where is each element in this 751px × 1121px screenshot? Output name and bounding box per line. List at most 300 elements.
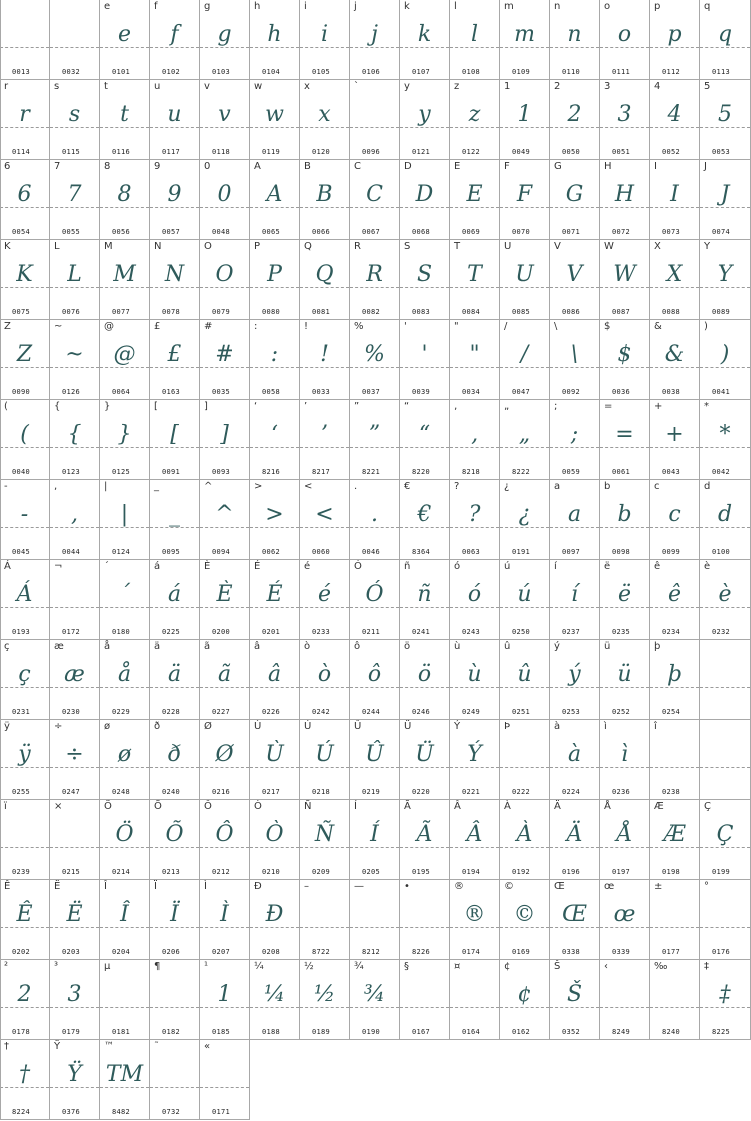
glyph-cell[interactable] <box>350 800 400 880</box>
glyph-cell[interactable] <box>600 800 650 880</box>
glyph-cell-label: æ <box>54 641 64 652</box>
glyph-cell[interactable] <box>250 80 300 160</box>
glyph-cell[interactable] <box>250 800 300 880</box>
baseline-divider <box>100 1007 149 1008</box>
glyph-cell[interactable] <box>50 880 100 960</box>
glyph-preview: Q <box>315 262 334 287</box>
glyph-preview: b <box>617 502 632 527</box>
glyph-code: 0201 <box>262 628 281 636</box>
glyph-cell[interactable] <box>150 560 200 640</box>
glyph-cell[interactable] <box>600 960 650 1040</box>
glyph-cell[interactable] <box>300 320 350 400</box>
glyph-cell[interactable] <box>700 160 751 240</box>
glyph-cell[interactable] <box>50 720 100 800</box>
glyph-cell-label: Â <box>454 801 461 812</box>
glyph-cell[interactable] <box>650 0 700 80</box>
glyph-cell[interactable] <box>100 880 150 960</box>
glyph-cell[interactable] <box>0 240 50 320</box>
glyph-cell[interactable] <box>150 1040 200 1120</box>
glyph-preview: G <box>565 182 584 207</box>
glyph-cell[interactable] <box>500 720 550 800</box>
glyph-cell[interactable] <box>650 720 700 800</box>
glyph-cell[interactable] <box>250 0 300 80</box>
glyph-cell[interactable] <box>150 880 200 960</box>
glyph-cell[interactable] <box>300 560 350 640</box>
glyph-code: 0236 <box>612 788 631 796</box>
glyph-cell-label: { <box>54 401 61 412</box>
glyph-cell[interactable] <box>450 960 500 1040</box>
glyph-cell[interactable] <box>150 320 200 400</box>
glyph-cell[interactable] <box>500 0 550 80</box>
glyph-code: 0220 <box>412 788 431 796</box>
glyph-code: 0255 <box>12 788 31 796</box>
glyph-code: 0234 <box>662 628 681 636</box>
glyph-cell[interactable] <box>100 720 150 800</box>
glyph-cell[interactable] <box>300 640 350 720</box>
glyph-cell[interactable] <box>100 560 150 640</box>
glyph-cell-label: Ñ <box>304 801 312 812</box>
glyph-cell[interactable] <box>350 960 400 1040</box>
glyph-cell[interactable] <box>300 480 350 560</box>
glyph-cell[interactable] <box>400 800 450 880</box>
glyph-cell[interactable] <box>700 640 751 720</box>
glyph-cell[interactable] <box>500 160 550 240</box>
glyph-cell[interactable] <box>350 400 400 480</box>
glyph-cell-label: 4 <box>654 81 661 92</box>
glyph-cell[interactable] <box>50 320 100 400</box>
glyph-cell-label: É <box>254 561 261 572</box>
glyph-preview: C <box>366 182 383 207</box>
glyph-code: 0069 <box>462 228 481 236</box>
glyph-cell[interactable] <box>450 320 500 400</box>
glyph-cell[interactable] <box>100 960 150 1040</box>
glyph-cell[interactable] <box>250 160 300 240</box>
glyph-cell[interactable] <box>200 320 250 400</box>
glyph-cell[interactable] <box>0 160 50 240</box>
glyph-cell-label: > <box>254 481 263 492</box>
glyph-cell[interactable] <box>650 160 700 240</box>
glyph-cell[interactable] <box>450 400 500 480</box>
glyph-cell[interactable] <box>350 240 400 320</box>
glyph-preview: 1 <box>217 982 232 1007</box>
glyph-cell[interactable] <box>350 80 400 160</box>
glyph-cell[interactable] <box>0 400 50 480</box>
glyph-preview: | <box>120 502 129 527</box>
glyph-cell[interactable] <box>150 480 200 560</box>
glyph-cell[interactable] <box>600 240 650 320</box>
glyph-cell[interactable] <box>50 560 100 640</box>
glyph-cell[interactable] <box>0 80 50 160</box>
glyph-preview: : <box>270 342 279 367</box>
glyph-cell[interactable] <box>650 240 700 320</box>
glyph-cell[interactable] <box>450 160 500 240</box>
glyph-cell-label: r <box>4 81 9 92</box>
glyph-preview: ÿ <box>18 742 31 767</box>
glyph-cell[interactable] <box>550 640 600 720</box>
glyph-preview: æ <box>64 662 85 687</box>
glyph-cell[interactable] <box>550 560 600 640</box>
glyph-cell[interactable] <box>600 720 650 800</box>
glyph-cell[interactable] <box>200 80 250 160</box>
glyph-cell[interactable] <box>100 240 150 320</box>
glyph-cell[interactable] <box>700 240 751 320</box>
glyph-cell[interactable] <box>150 400 200 480</box>
glyph-cell[interactable] <box>650 800 700 880</box>
glyph-cell-label: @ <box>104 321 114 332</box>
glyph-cell[interactable] <box>300 800 350 880</box>
glyph-preview: { <box>67 422 82 447</box>
glyph-cell[interactable] <box>550 240 600 320</box>
glyph-cell[interactable] <box>650 400 700 480</box>
glyph-cell[interactable] <box>50 400 100 480</box>
glyph-cell[interactable] <box>500 80 550 160</box>
glyph-preview: . <box>371 502 378 527</box>
glyph-cell-label: À <box>504 801 511 812</box>
glyph-cell[interactable] <box>250 880 300 960</box>
glyph-cell[interactable] <box>600 880 650 960</box>
baseline-divider <box>600 1007 649 1008</box>
glyph-cell[interactable] <box>150 80 200 160</box>
glyph-cell[interactable] <box>150 240 200 320</box>
glyph-cell[interactable] <box>250 640 300 720</box>
glyph-cell[interactable] <box>700 480 751 560</box>
glyph-cell[interactable] <box>250 240 300 320</box>
glyph-cell[interactable] <box>50 240 100 320</box>
glyph-preview: s <box>68 102 81 127</box>
glyph-cell-label: Õ <box>154 801 162 812</box>
glyph-cell[interactable] <box>200 480 250 560</box>
glyph-preview: 8 <box>117 182 132 207</box>
glyph-cell[interactable] <box>350 720 400 800</box>
glyph-code: 0212 <box>212 868 231 876</box>
glyph-preview: ¢ <box>517 982 532 1007</box>
glyph-cell[interactable] <box>550 320 600 400</box>
glyph-cell[interactable] <box>700 0 751 80</box>
glyph-code: 0732 <box>162 1108 181 1116</box>
glyph-code: 0048 <box>212 228 231 236</box>
glyph-cell[interactable] <box>500 400 550 480</box>
glyph-cell[interactable] <box>50 80 100 160</box>
glyph-code: 0235 <box>612 628 631 636</box>
glyph-code: 0208 <box>262 948 281 956</box>
glyph-cell[interactable] <box>0 320 50 400</box>
glyph-cell[interactable] <box>450 0 500 80</box>
glyph-cell[interactable] <box>700 560 751 640</box>
glyph-cell[interactable] <box>700 880 751 960</box>
glyph-cell[interactable] <box>600 640 650 720</box>
glyph-cell[interactable] <box>450 560 500 640</box>
glyph-code: 0209 <box>312 868 331 876</box>
glyph-code: 0071 <box>562 228 581 236</box>
glyph-cell[interactable] <box>250 320 300 400</box>
glyph-cell[interactable] <box>200 960 250 1040</box>
glyph-cell[interactable] <box>100 0 150 80</box>
glyph-cell[interactable] <box>550 800 600 880</box>
glyph-cell[interactable] <box>600 80 650 160</box>
glyph-cell[interactable] <box>50 640 100 720</box>
glyph-cell[interactable] <box>300 240 350 320</box>
glyph-code: 0043 <box>662 468 681 476</box>
glyph-cell[interactable] <box>50 160 100 240</box>
glyph-cell[interactable] <box>550 960 600 1040</box>
glyph-cell[interactable] <box>400 160 450 240</box>
glyph-code: 0067 <box>362 228 381 236</box>
glyph-cell[interactable] <box>400 480 450 560</box>
glyph-preview: ‡ <box>719 982 731 1007</box>
glyph-cell[interactable] <box>200 560 250 640</box>
glyph-cell[interactable] <box>600 400 650 480</box>
glyph-cell[interactable] <box>250 560 300 640</box>
glyph-cell[interactable] <box>250 480 300 560</box>
glyph-preview: r <box>19 102 30 127</box>
glyph-code: 0095 <box>162 548 181 556</box>
glyph-code: 8217 <box>312 468 331 476</box>
glyph-cell[interactable] <box>450 80 500 160</box>
glyph-cell[interactable] <box>400 880 450 960</box>
glyph-preview: = <box>615 422 634 447</box>
glyph-cell[interactable] <box>200 0 250 80</box>
glyph-cell[interactable] <box>200 640 250 720</box>
glyph-cell-label: • <box>404 881 410 892</box>
glyph-cell[interactable] <box>100 1040 150 1120</box>
glyph-cell[interactable] <box>700 80 751 160</box>
glyph-cell[interactable] <box>200 240 250 320</box>
glyph-preview: y <box>418 102 431 127</box>
glyph-cell[interactable] <box>550 720 600 800</box>
glyph-cell[interactable] <box>0 880 50 960</box>
glyph-cell[interactable] <box>400 960 450 1040</box>
glyph-cell[interactable] <box>500 480 550 560</box>
glyph-cell[interactable] <box>150 960 200 1040</box>
glyph-cell-label: , <box>54 481 58 492</box>
baseline-divider <box>400 1007 449 1008</box>
glyph-cell[interactable] <box>300 880 350 960</box>
glyph-cell[interactable] <box>0 0 50 80</box>
glyph-cell[interactable] <box>0 480 50 560</box>
glyph-cell[interactable] <box>150 720 200 800</box>
glyph-cell[interactable] <box>350 0 400 80</box>
glyph-preview: ) <box>720 342 730 367</box>
glyph-cell[interactable] <box>300 80 350 160</box>
glyph-preview: á <box>167 582 182 607</box>
glyph-cell[interactable] <box>300 400 350 480</box>
glyph-cell[interactable] <box>700 320 751 400</box>
glyph-preview: Õ <box>165 822 184 847</box>
glyph-cell[interactable] <box>700 400 751 480</box>
glyph-cell[interactable] <box>500 560 550 640</box>
glyph-cell[interactable] <box>550 160 600 240</box>
glyph-cell[interactable] <box>650 960 700 1040</box>
glyph-cell[interactable] <box>50 0 100 80</box>
glyph-cell[interactable] <box>350 480 400 560</box>
glyph-cell-label: ° <box>704 881 709 892</box>
glyph-cell[interactable] <box>500 320 550 400</box>
glyph-cell-label: U <box>504 241 512 252</box>
glyph-preview: Ô <box>215 822 234 847</box>
glyph-cell[interactable] <box>0 1040 50 1120</box>
glyph-code: 0192 <box>512 868 531 876</box>
glyph-cell[interactable] <box>0 720 50 800</box>
baseline-divider <box>50 847 99 848</box>
glyph-cell[interactable] <box>350 320 400 400</box>
glyph-cell[interactable] <box>350 640 400 720</box>
glyph-cell[interactable] <box>300 960 350 1040</box>
glyph-preview: d <box>717 502 733 527</box>
glyph-cell[interactable] <box>700 800 751 880</box>
glyph-cell-label: O <box>204 241 212 252</box>
glyph-cell[interactable] <box>200 800 250 880</box>
glyph-preview: Ú <box>315 742 334 767</box>
glyph-preview: Ò <box>265 822 284 847</box>
glyph-cell-label: m <box>504 1 514 12</box>
glyph-cell-label: Ö <box>104 801 112 812</box>
glyph-cell[interactable] <box>500 240 550 320</box>
glyph-code: 0228 <box>162 708 181 716</box>
glyph-cell[interactable] <box>100 400 150 480</box>
glyph-cell-label: 5 <box>704 81 711 92</box>
glyph-cell[interactable] <box>450 720 500 800</box>
glyph-cell[interactable] <box>400 560 450 640</box>
glyph-code: 0338 <box>562 948 581 956</box>
glyph-code: 0210 <box>262 868 281 876</box>
glyph-cell[interactable] <box>400 320 450 400</box>
glyph-cell-label: ì <box>604 721 607 732</box>
glyph-cell[interactable] <box>500 880 550 960</box>
glyph-cell[interactable] <box>300 720 350 800</box>
glyph-cell[interactable] <box>550 400 600 480</box>
glyph-code: 0215 <box>62 868 81 876</box>
glyph-preview: Á <box>16 582 33 607</box>
glyph-cell[interactable] <box>300 0 350 80</box>
glyph-cell[interactable] <box>550 80 600 160</box>
glyph-cell[interactable] <box>700 960 751 1040</box>
glyph-cell[interactable] <box>200 720 250 800</box>
glyph-cell[interactable] <box>450 880 500 960</box>
glyph-code: 0076 <box>62 308 81 316</box>
glyph-cell[interactable] <box>350 160 400 240</box>
glyph-cell[interactable] <box>0 640 50 720</box>
glyph-cell-label: W <box>604 241 614 252</box>
glyph-cell[interactable] <box>50 1040 100 1120</box>
glyph-cell[interactable] <box>650 640 700 720</box>
glyph-cell[interactable] <box>450 640 500 720</box>
glyph-cell[interactable] <box>400 0 450 80</box>
glyph-cell[interactable] <box>600 480 650 560</box>
glyph-cell[interactable] <box>250 400 300 480</box>
glyph-preview: M <box>113 262 136 287</box>
glyph-preview: 2 <box>567 102 582 127</box>
glyph-cell[interactable] <box>450 480 500 560</box>
glyph-cell-label: q <box>704 1 711 12</box>
glyph-cell[interactable] <box>700 720 751 800</box>
glyph-cell[interactable] <box>650 80 700 160</box>
glyph-cell[interactable] <box>100 480 150 560</box>
glyph-cell[interactable] <box>500 640 550 720</box>
glyph-cell[interactable] <box>50 800 100 880</box>
glyph-cell-label: ® <box>454 881 464 892</box>
glyph-cell[interactable] <box>650 320 700 400</box>
glyph-code: 8224 <box>12 1108 31 1116</box>
glyph-cell[interactable] <box>400 720 450 800</box>
glyph-code: 0097 <box>562 548 581 556</box>
glyph-cell[interactable] <box>50 960 100 1040</box>
glyph-cell-label: × <box>54 801 63 812</box>
glyph-cell[interactable] <box>650 560 700 640</box>
glyph-cell[interactable] <box>600 560 650 640</box>
glyph-cell[interactable] <box>500 800 550 880</box>
glyph-cell[interactable] <box>400 240 450 320</box>
glyph-cell[interactable] <box>650 480 700 560</box>
glyph-preview: è <box>718 582 732 607</box>
glyph-preview: å <box>117 662 132 687</box>
glyph-preview: i <box>320 22 329 47</box>
glyph-cell[interactable] <box>0 800 50 880</box>
glyph-cell[interactable] <box>50 480 100 560</box>
glyph-cell[interactable] <box>550 0 600 80</box>
glyph-cell[interactable] <box>100 160 150 240</box>
glyph-cell[interactable] <box>600 320 650 400</box>
glyph-code: 0118 <box>212 148 231 156</box>
glyph-cell[interactable] <box>600 0 650 80</box>
glyph-cell[interactable] <box>300 160 350 240</box>
glyph-cell-label: ˜ <box>154 1041 159 1052</box>
glyph-cell-label: A <box>254 161 261 172</box>
glyph-code: 8249 <box>612 1028 631 1036</box>
glyph-cell[interactable] <box>150 640 200 720</box>
glyph-cell[interactable] <box>0 960 50 1040</box>
glyph-cell-label: n <box>554 1 561 12</box>
glyph-cell[interactable] <box>0 560 50 640</box>
glyph-preview: Ä <box>566 822 583 847</box>
glyph-cell[interactable] <box>400 80 450 160</box>
glyph-cell[interactable] <box>400 400 450 480</box>
glyph-cell-label: & <box>654 321 662 332</box>
glyph-cell[interactable] <box>400 640 450 720</box>
glyph-cell[interactable] <box>200 160 250 240</box>
glyph-cell[interactable] <box>200 1040 250 1120</box>
glyph-cell-label: ; <box>554 401 558 412</box>
glyph-preview: É <box>266 582 283 607</box>
glyph-cell[interactable] <box>150 800 200 880</box>
glyph-cell[interactable] <box>100 80 150 160</box>
glyph-cell[interactable] <box>250 960 300 1040</box>
glyph-cell[interactable] <box>100 320 150 400</box>
glyph-cell[interactable] <box>150 0 200 80</box>
glyph-cell[interactable] <box>650 880 700 960</box>
glyph-cell[interactable] <box>200 880 250 960</box>
glyph-cell-label: z <box>454 81 460 92</box>
glyph-cell[interactable] <box>350 880 400 960</box>
glyph-code: 0238 <box>662 788 681 796</box>
glyph-preview: Í <box>370 822 379 847</box>
glyph-cell[interactable] <box>200 400 250 480</box>
glyph-cell[interactable] <box>600 160 650 240</box>
glyph-cell[interactable] <box>100 640 150 720</box>
glyph-cell[interactable] <box>150 160 200 240</box>
glyph-cell[interactable] <box>450 800 500 880</box>
glyph-cell[interactable] <box>250 720 300 800</box>
glyph-cell[interactable] <box>450 240 500 320</box>
glyph-cell-label: 7 <box>54 161 61 172</box>
glyph-cell-label: R <box>354 241 361 252</box>
glyph-cell[interactable] <box>350 560 400 640</box>
glyph-code: 0206 <box>162 948 181 956</box>
glyph-cell[interactable] <box>550 880 600 960</box>
glyph-cell[interactable] <box>100 800 150 880</box>
glyph-preview: l <box>470 22 479 47</box>
glyph-cell[interactable] <box>550 480 600 560</box>
glyph-cell[interactable] <box>500 960 550 1040</box>
